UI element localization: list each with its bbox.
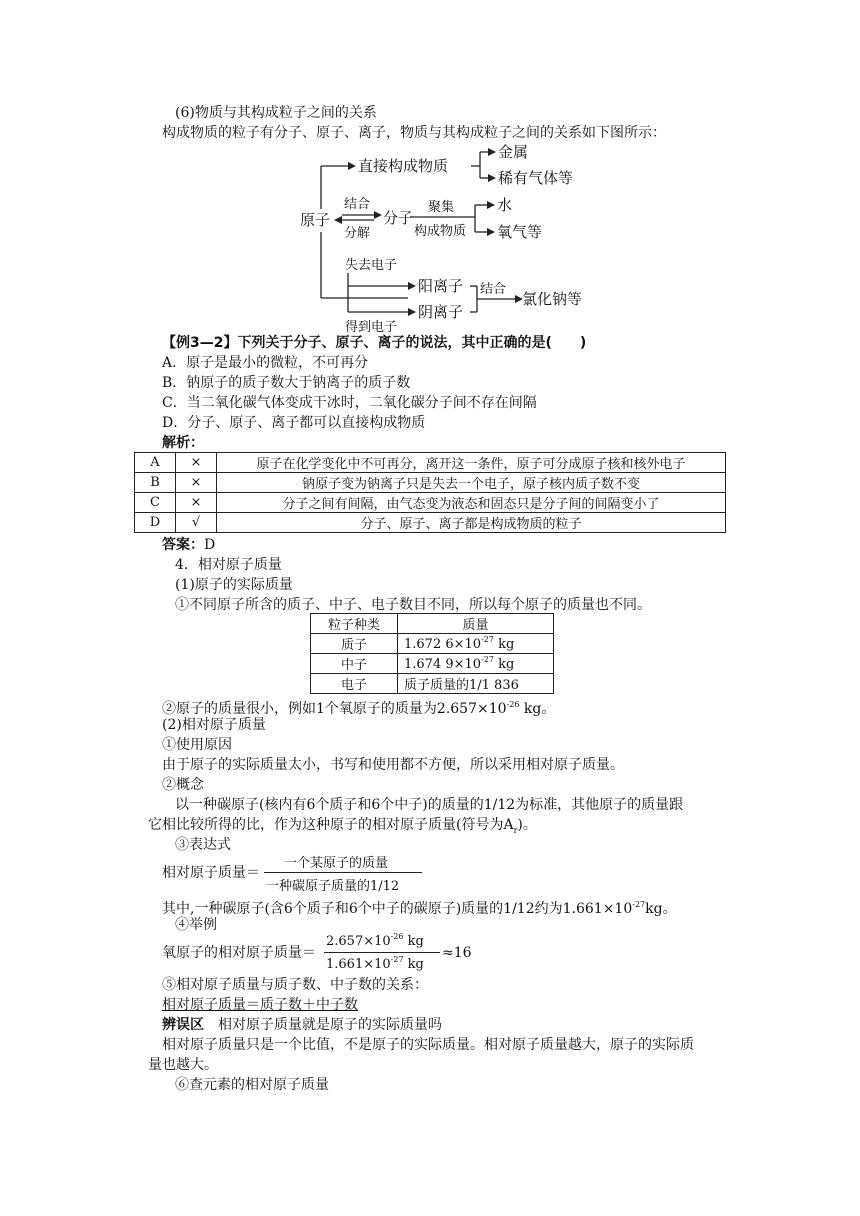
- fraction-formula: [264, 852, 424, 892]
- paragraph: 量也越大。: [148, 1057, 218, 1073]
- diagram-compose: 构成物质: [414, 224, 467, 239]
- diagram-water: 水: [497, 196, 513, 214]
- section-title: 4．相对原子质量: [175, 557, 282, 573]
- item-heading: ④举例: [175, 917, 217, 933]
- option-b: B．钠原子的质子数大于钠离子的质子数: [162, 375, 411, 391]
- table-header-row: 粒子种类 质量: [311, 614, 554, 634]
- paragraph: 其中,一种碳原子(含6个质子和6个中子的碳原子)质量的1/12约为$1.661\times 10^{-27}kg$。: [162, 900, 677, 917]
- item-heading: ②概念: [162, 777, 204, 793]
- paragraph: 以一种碳原子(核内有6个质子和6个中子)的质量的1/12为标准，其他原子的质量跟: [175, 797, 684, 813]
- diagram-oxygen: 氧气等: [497, 223, 543, 241]
- item-heading: ⑥查元素的相对原子质量: [175, 1077, 329, 1093]
- paragraph: 构成物质的粒子有分子、原子、离子，物质与其构成粒子之间的关系如下图所示：: [162, 125, 666, 141]
- example-heading: 【例3—2】下列关于分子、原子、离子的说法，其中正确的是( ): [162, 335, 587, 351]
- table-row: A × 原子在化学变化中不可再分，离开这一条件，原子可分成原子核和核外电子: [135, 453, 726, 473]
- item-heading: ⑤相对原子质量与质子数、中子数的关系：: [162, 977, 428, 993]
- fraction-numerator: $2.657\times 10^{-26}$ kg: [326, 932, 424, 949]
- diagram-metal: 金属: [498, 143, 529, 161]
- diagram-direct: 直接构成物质: [358, 157, 449, 175]
- option-d: D．分子、原子、离子都可以直接构成物质: [162, 415, 426, 431]
- diagram-combine: 结合: [344, 197, 371, 212]
- diagram-molecule: 分子: [383, 209, 414, 227]
- diagram-anion: 阴离子: [418, 303, 464, 321]
- table-row: 质子 1.672 $6\times 10^{-27}$ kg: [311, 634, 554, 654]
- diagram-gain-electron: 得到电子: [345, 320, 398, 333]
- fraction-denominator: 一种碳原子质量的1/12: [266, 879, 400, 894]
- misconception-line: 辨误区 相对原子质量就是原子的实际质量吗: [162, 1017, 442, 1033]
- formula-line: 相对原子质量＝质子数＋中子数: [162, 997, 358, 1013]
- fraction-numerator: 一个某原子的质量: [284, 856, 389, 871]
- diagram-lose-electron: 失去电子: [345, 258, 398, 273]
- fraction-bar: [324, 952, 440, 953]
- diagram-nacl: 氯化钠等: [522, 290, 583, 308]
- paragraph: ①不同原子所含的质子、中子、电子数目不同，所以每个原子的质量也不同。: [175, 597, 651, 613]
- particle-relationship-diagram: [290, 138, 620, 333]
- diagram-decompose: 分解: [344, 226, 371, 241]
- answer-line: 答案：D: [162, 537, 216, 553]
- paragraph: 它相比较所得的比，作为这种原子的相对原子质量(符号为$A_r$)。: [148, 817, 537, 835]
- option-a: A．原子是最小的微粒，不可再分: [162, 355, 369, 371]
- formula-lhs: 相对原子质量＝: [162, 865, 260, 881]
- mass-table: [310, 613, 554, 694]
- paragraph: 由于原子的实际质量太小，书写和使用都不方便，所以采用相对原子质量。: [162, 757, 624, 773]
- analysis-table: [134, 452, 726, 533]
- formula-lhs: 氧原子的相对原子质量＝: [162, 945, 316, 961]
- table-row: D √ 分子、原子、离子都是构成物质的粒子: [135, 513, 726, 533]
- diagram-gather: 聚集: [428, 200, 455, 215]
- diagram-combine2: 结合: [480, 282, 507, 297]
- paragraph: 相对原子质量只是一个比值，不是原子的实际质量。相对原子质量越大，原子的实际质: [162, 1037, 694, 1053]
- diagram-noble-gas: 稀有气体等: [498, 169, 574, 187]
- table-row: 电子 质子质量的1/1 836: [311, 674, 554, 694]
- fraction-bar: [264, 872, 422, 873]
- fraction-formula: [324, 932, 454, 972]
- table-row: 中子 1.674 $9\times 10^{-27}$ kg: [311, 654, 554, 674]
- table-row: B × 钠原子变为钠离子只是失去一个电子，原子核内质子数不变: [135, 473, 726, 493]
- fraction-denominator: $1.661\times 10^{-27}$ kg: [326, 955, 424, 972]
- formula-rhs: ≈16: [442, 945, 472, 961]
- diagram-cation: 阳离子: [418, 277, 464, 295]
- item-heading: ③表达式: [175, 837, 231, 853]
- item-heading: ①使用原因: [162, 737, 232, 753]
- diagram-atom: 原子: [300, 211, 331, 229]
- subsection-title: (2)相对原子质量: [162, 717, 266, 733]
- paragraph: ②原子的质量很小，例如1个氧原子的质量为$2.657\times 10^{-26}$ kg。: [162, 700, 556, 717]
- option-c: C．当二氧化碳气体变成干冰时，二氧化碳分子间不存在间隔: [162, 395, 537, 411]
- analysis-label: 解析：: [162, 435, 204, 451]
- subsection-title: (1)原子的实际质量: [175, 577, 293, 593]
- table-row: C × 分子之间有间隔，由气态变为液态和固态只是分子间的间隔变小了: [135, 493, 726, 513]
- section-title: (6)物质与其构成粒子之间的关系: [175, 105, 377, 121]
